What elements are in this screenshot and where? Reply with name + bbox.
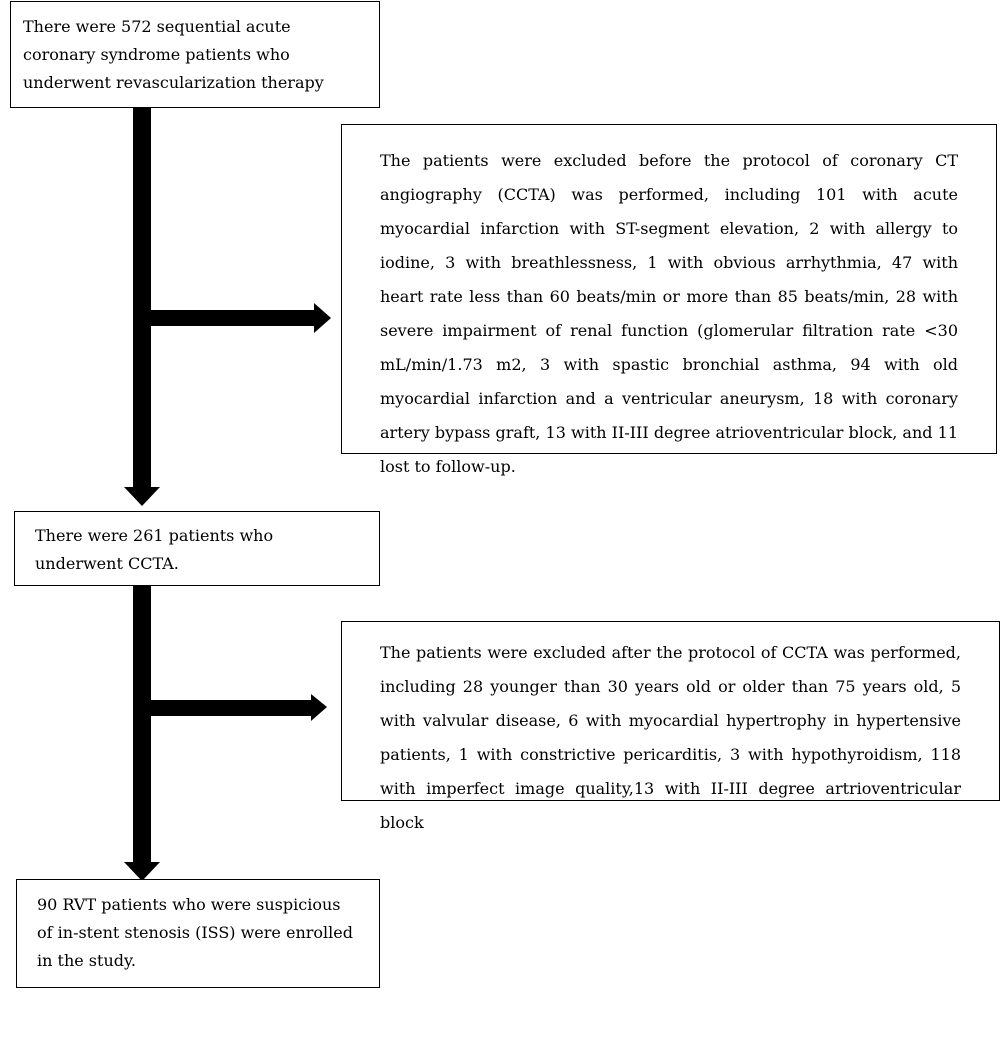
exclusion-box-before-ccta — [341, 124, 997, 476]
enrolled-box — [16, 879, 380, 988]
start-box — [10, 1, 380, 108]
ccta-box-text: There were 261 patients who underwent CCTA. — [35, 526, 274, 573]
enrolled-box-text: 90 RVT patients who were suspicious of in-stent stenosis (ISS) were enrolled in the study. — [37, 895, 353, 970]
down-arrow-1 — [124, 108, 160, 506]
exclusion-box-1-text: The patients were excluded before the protocol of coronary CT angiography (CCTA) was performed, including 101 with acute myocardial infarction with ST-segment elevation, 2 with allergy to iodine, 3 with breathlessness, 1 with obvious arrhythmia, 47 with heart rate less than 60 beats/min or more than 85 beats/min, 28 with severe impairment of renal function (glomerular filtration rate <30 mL/min/1.73 m2, 3 with spastic bronchial asthma, 94 with old myocardial infarction and a ventricular aneurysm, 18 with coronary artery bypass graft, 13 with II-III degree atrioventricular block, and 11 lost to follow-up. — [380, 151, 958, 476]
exclusion-box-after-ccta — [341, 621, 1000, 832]
right-arrow-2 — [151, 694, 327, 721]
right-arrow-1 — [151, 303, 331, 333]
exclusion-box-2-text: The patients were excluded after the protocol of CCTA was performed, including 28 younger than 30 years old or older than 75 years old, 5 with valvular disease, 6 with myocardial hypertrophy in hypertensive patients, 1 with constrictive pericarditis, 3 with hypothyroidism, 118 with imperfect image quality,13 with II-III degree artrioventricular block — [380, 643, 961, 832]
down-arrow-2 — [124, 586, 160, 881]
ccta-box — [14, 511, 380, 586]
start-box-text: There were 572 sequential acute coronary syndrome patients who underwent revascularization therapy — [23, 17, 324, 92]
